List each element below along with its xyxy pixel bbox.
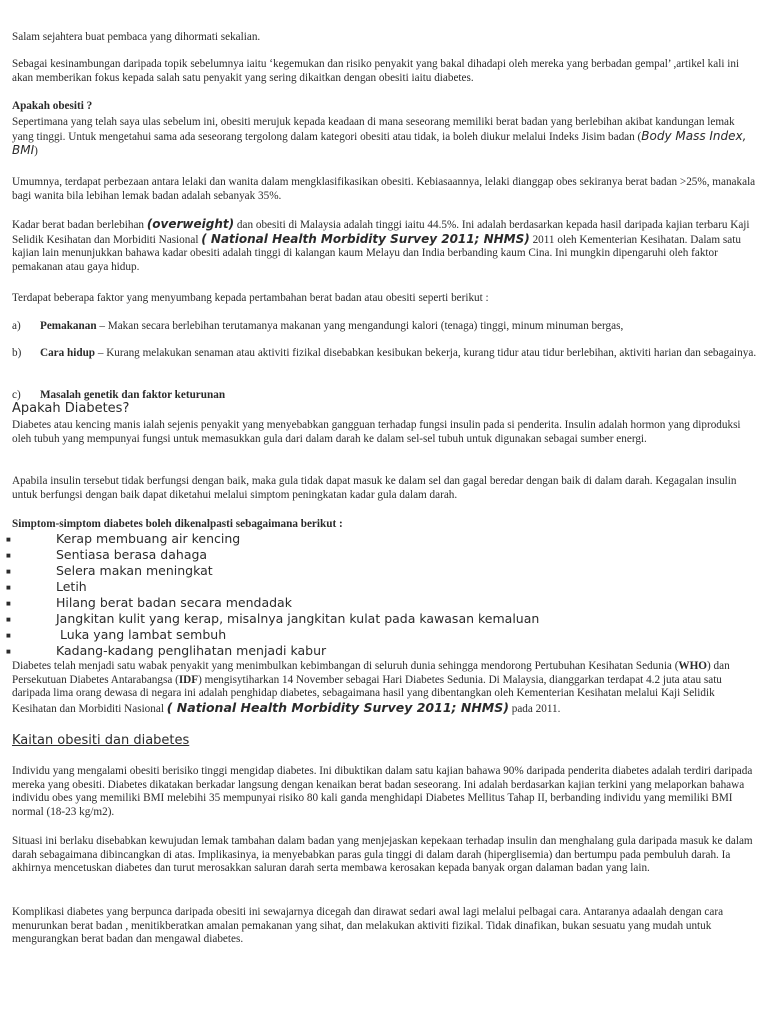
- symptom-text: Selera makan meningkat: [56, 563, 213, 578]
- obesity-diabetes-link-heading: Kaitan obesiti dan diabetes: [12, 733, 190, 748]
- idf-term: IDF: [178, 673, 199, 686]
- rate-text-b: dan obesiti di Malaysia adalah tinggi iaitu 44.5%. Ini adalah berdasarkan kepada hasil daripada kajian terbaru Kaji Selidik Kesihatan dan Morbiditi Nasional: [12, 219, 750, 246]
- diabetes-heading: Apakah Diabetes?: [12, 401, 130, 416]
- factor-letter: b): [12, 347, 22, 359]
- bullet-icon: ■: [6, 631, 11, 640]
- bullet-icon: ■: [6, 567, 11, 576]
- obesity-definition-paragraph: [12, 116, 758, 159]
- bmi-close-paren: ): [34, 145, 38, 158]
- epidemic-text-d: pada 2011.: [508, 702, 561, 715]
- link-mechanism-paragraph: Situasi ini berlaku disebabkan kewujudan lemak tambahan dalam badan yang menjejaskan kepekaan terhadap insulin dan menghalang gula daripada masuk ke dalam darah sebagaimana dibincangkan di atas. Implikasinya, ia menyebabkan paras gula tinggi di dalam darah (hiperglisemia) dan bertumpu pada pembuluh darah. Ia akhirnya mencetuskan diabetes dan turut merosakkan saluran darah serta membawa kerosakan kepada banyak organ dalaman badan yang lain.: [12, 835, 753, 875]
- bullet-icon: ■: [6, 583, 11, 592]
- factor-item-a: [12, 320, 758, 334]
- obesity-definition-text: Sepertimana yang telah saya ulas sebelum ini, obesiti merujuk kepada keadaan di mana seseorang memiliki berat badan yang berlebihan akibat kandungan lemak yang tinggi. Untuk mengetahui sama ada seseorang tergolong dalam kategori obesiti atau tidak, ia boleh diukur melalui Indeks Jisim badan (: [12, 116, 735, 143]
- factor-text: – Makan secara berlebihan terutamanya makanan yang mengandungi kalori (tenaga) tinggi, minum minuman bergas,: [96, 320, 624, 332]
- bullet-icon: ■: [6, 535, 11, 544]
- intro-paragraph: Sebagai kesinambungan daripada topik sebelumnya iaitu ‘kegemukan dan risiko penyakit yang bakal dihadapi oleh mereka yang berbadan gempal’ ,artikel kali ini akan memberikan fokus kepada salah satu penyakit yang sering dikaitkan dengan obesiti iaitu diabetes.: [12, 58, 740, 84]
- factor-letter: c): [12, 389, 21, 401]
- nhms-survey-term: ( National Health Morbidity Survey 2011; NHMS): [201, 231, 530, 246]
- symptom-text: Jangkitan kulit yang kerap, misalnya jangkitan kulat pada kawasan kemaluan: [56, 611, 540, 626]
- overweight-term: (overweight): [146, 217, 235, 231]
- diabetes-definition-paragraph: Diabetes atau kencing manis ialah sejenis penyakit yang menyebabkan gangguan terhadap fungsi insulin pada si penderita. Insulin adalah hormon yang diproduksi oleh tubuh yang mempunyai fungsi untuk memasukkan gula dari dalam darah ke dalam sel-sel tubuh untuk digunakan sebagai sumber energi.: [12, 419, 741, 445]
- bullet-icon: ■: [6, 647, 11, 656]
- factor-title: Masalah genetik dan faktor keturunan: [40, 389, 226, 401]
- factor-item-b: [12, 347, 758, 361]
- factor-title: Pemakanan: [40, 320, 97, 332]
- bullet-icon: ■: [6, 599, 11, 608]
- factor-letter: a): [12, 320, 21, 332]
- symptom-text: Sentiasa berasa dahaga: [56, 547, 208, 562]
- diabetes-epidemic-paragraph: [12, 660, 758, 716]
- who-term: WHO: [678, 660, 708, 672]
- symptom-text: Luka yang lambat sembuh: [56, 627, 227, 642]
- insulin-failure-paragraph: Apabila insulin tersebut tidak berfungsi dengan baik, maka gula tidak dapat masuk ke dalam sel dan gagal beredar dengan baik di dalam darah. Kegagalan insulin untuk berfungsi dengan baik dapat diketahui melalui simptom peningkatan kadar gula dalam darah.: [12, 475, 737, 501]
- greeting-paragraph: Salam sejahtera buat pembaca yang dihormati sekalian.: [12, 31, 261, 43]
- symptom-text: Kadang-kadang penglihatan menjadi kabur: [56, 643, 327, 658]
- factors-intro-paragraph: Terdapat beberapa faktor yang menyumbang kepada pertambahan berat badan atau obesiti seperti berikut :: [12, 292, 489, 304]
- factor-text: – Kurang melakukan senaman atau aktiviti fizikal disebabkan kesibukan bekerja, kurang tidur atau tidur berlebihan, aktiviti harian dan sebagainya.: [95, 347, 757, 359]
- link-risk-paragraph: Individu yang mengalami obesiti berisiko tinggi mengidap diabetes. Ini dibuktikan dalam satu kajian bahawa 90% daripada penderita diabetes adalah terdiri daripada mereka yang obesiti. Diabetes dikatakan berkadar langsung dengan kenaikan berat badan seseorang. Ini adalah berdasarkan kajian terkini yang melaporkan bahawa individu obes yang memiliki BMI melebihi 35 mempunyai risiko 80 kali ganda menghidapi Diabetes Mellitus Tahap II, berbanding individu yang memiliki BMI normal (18-23 kg/m2).: [12, 765, 753, 818]
- nhms-survey-term: ( National Health Morbidity Survey 2011; NHMS): [166, 699, 509, 715]
- epidemic-text-b: ) dan Persekutuan Diabetes Antarabangsa (: [12, 660, 730, 686]
- symptom-text: Hilang berat badan secara mendadak: [56, 595, 292, 610]
- rate-text-a: Kadar berat badan berlebihan: [12, 219, 147, 231]
- factor-title: Cara hidup: [40, 347, 96, 359]
- bullet-icon: ■: [6, 615, 11, 624]
- malaysia-obesity-paragraph: [12, 218, 758, 274]
- bmi-term: Body Mass Index, BMI: [12, 128, 747, 158]
- bullet-icon: ■: [6, 551, 11, 560]
- epidemic-text-c: ) mengisytiharkan 14 November sebagai Hari Diabetes Sedunia. Di Malaysia, dianggarkan terdapat 4.2 juta atau satu daripada lima orang dewasa di negara ini adalah penghidap diabetes, sebagaimana hasil yang dibentangkan oleh Kementerian Kesihatan melalui Kaji Selidik Kesihatan dan Morbiditi Nasional: [12, 673, 722, 715]
- link-prevention-paragraph: Komplikasi diabetes yang berpunca daripada obesiti ini sewajarnya dicegah dan dirawat sedari awal lagi melalui pelbagai cara. Antaranya adaalah dengan cara menurunkan berat badan , menitikberatkan amalan pemakanan yang sihat, dan melakukan aktiviti fizikal. Tidak dinafikan, bukan sesuatu yang mudah untuk mengurangkan berat badan dan mengawal diabetes.: [12, 906, 724, 946]
- symptoms-heading: Simptom-simptom diabetes boleh dikenalpasti sebagaimana berikut :: [12, 518, 343, 530]
- rate-text-c: 2011 oleh Kementerian Kesihatan. Dalam satu kajian lain menunjukkan bahawa kadar obesiti adalah tinggi di kalangan kaum Melayu dan India berbanding kaum Cina. Ini mungkin dipengaruhi oleh faktor pemakanan atau gaya hidup.: [12, 233, 741, 273]
- symptom-text: Kerap membuang air kencing: [56, 531, 241, 546]
- symptom-text: Letih: [56, 579, 87, 594]
- obesity-heading: Apakah obesiti ?: [12, 100, 93, 112]
- gender-difference-paragraph: Umumnya, terdapat perbezaan antara lelaki dan wanita dalam mengklasifikasikan obesiti. Kebiasaannya, lelaki dianggap obes sekiranya berat badan >25%, manakala bagi wanita bila lebihan lemak badan adalah sebanyak 35%.: [12, 176, 756, 202]
- epidemic-text-a: Diabetes telah menjadi satu wabak penyakit yang menimbulkan kebimbangan di seluruh dunia sehingga mendorong Pertubuhan Kesihatan Sedunia (: [12, 660, 679, 672]
